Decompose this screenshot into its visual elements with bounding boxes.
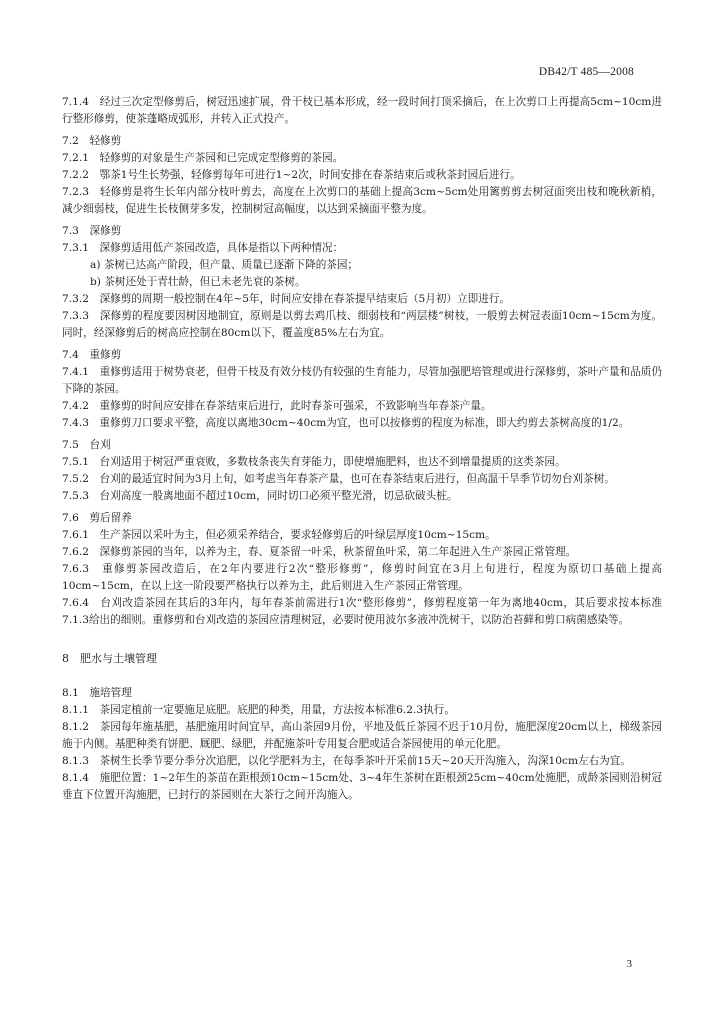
page-number: 3: [626, 959, 632, 970]
clause-paragraph: 8.1.4 施肥位置：1~2年生的茶苗在距根颈10cm~15cm处、3~4年生茶树在距根颈25cm~40cm处施肥，成龄茶园则沿树冠垂直下位置开沟施肥，已封行的茶园则在大茶行之间开沟施入。: [62, 772, 662, 801]
clause-paragraph: 7.4.3 重修剪刀口要求平整，高度以离地30cm~40cm为宜，也可以按修剪的程度为标准，即大约剪去茶树高度的1/2。: [62, 417, 630, 429]
clause-paragraph: 7.4.1 重修剪适用于树势衰老，但骨干枝及有效分枝仍有较强的生育能力，尽管加强肥培管理或进行深修剪，茶叶产量和品质仍下降的茶园。: [62, 366, 662, 395]
clause-paragraph: 8.1.3 茶树生长季节要分季分次追肥，以化学肥料为主，在每季茶叶开采前15天~20天开沟施入，沟深10cm左右为宜。: [62, 755, 631, 767]
clause-paragraph: 7.4.2 重修剪的时间应安排在春茶结束后进行，此时春茶可强采，不致影响当年春茶产量。: [62, 400, 492, 412]
clause-paragraph: 7.3.3 深修剪的程度要因树因地制宜，原则是以剪去鸡爪枝、细弱枝和“两层楼”树枝，一般剪去树冠表面10cm~15cm为度。同时，经深修剪后的树高应控制在80cm以下，覆盖度85%左右为宜。: [62, 310, 662, 339]
list-item: b) 茶树还处于青壮龄，但已未老先衰的茶树。: [90, 276, 306, 288]
clause-paragraph: 7.5.1 台刈适用于树冠严重衰败，多数枝条丧失育芽能力，即使增施肥料，也达不到增量提质的这类茶园。: [62, 456, 566, 468]
clause-paragraph: 7.6.3 重修剪茶园改造后，在2年内要进行2次“整形修剪”，修剪时间宜在3月上旬进行，程度为原切口基础上提高10cm~15cm，在以上这一阶段要严格执行以养为主，此后则进入生产茶园正常管理。: [62, 563, 662, 592]
clause-heading: 7.5 台刈: [62, 439, 111, 451]
clause-paragraph: 7.1.4 经过三次定型修剪后，树冠迅速扩展，骨干枝已基本形成，经一段时间打顶采摘后，在上次剪口上再提高5cm~10cm进行整形修剪，使茶蓬略成弧形，并转入正式投产。: [62, 96, 662, 125]
clause-paragraph: 7.5.2 台刈的最适宜时间为3月上旬，如考虑当年春茶产量，也可在春茶结束后进行，但高温干旱季节切勿台刈茶树。: [62, 473, 615, 485]
clause-paragraph: 7.2.2 鄂茶1号生长势强，轻修剪每年可进行1~2次，时间安排在春茶结束后或秋茶封园后进行。: [62, 169, 521, 181]
clause-paragraph: 7.6.4 台刈改造茶园在其后的3年内，每年春茶前需进行1次“整形修剪”，修剪程度第一年为离地40cm，其后要求按本标准7.1.3给出的细则。重修剪和台刈改造的茶园应清理树冠，必要时使用波尔多液冲洗树干，以防治苔藓和剪口病菌感染等。: [62, 597, 662, 626]
clause-paragraph: 7.2.3 轻修剪是将生长年内部分枝叶剪去，高度在上次剪口的基础上提高3cm~5cm处用篱剪剪去树冠面突出枝和晚秋新梢，减少细弱枝，促进生长枝侧芽多发，控制树冠高幅度，以达到采摘面平整为度。: [62, 186, 662, 215]
clause-paragraph: 7.3.1 深修剪适用低产茶园改造，具体是指以下两种情况：: [62, 242, 344, 254]
clause-paragraph: 7.5.3 台刈高度一般离地面不超过10cm，同时切口必须平整光滑，切忌砍破头桩。: [62, 490, 458, 502]
clause-heading: 8.1 施培管理: [62, 687, 132, 699]
document-body: [62, 94, 662, 804]
clause-paragraph: 7.3.2 深修剪的周期一般控制在4年~5年，时间应安排在春茶提早结束后（5月初）立即进行。: [62, 293, 511, 305]
clause-paragraph: 7.2.1 轻修剪的对象是生产茶园和已完成定型修剪的茶园。: [62, 152, 344, 164]
document-code: DB42/T 485—2008: [538, 66, 634, 78]
list-item: a) 茶树已达高产阶段，但产量、质量已逐渐下降的茶园；: [90, 259, 359, 271]
section-heading: 8 肥水与土壤管理: [62, 652, 157, 665]
clause-paragraph: 8.1.2 茶园每年施基肥，基肥施用时间宜早，高山茶园9月份，平地及低丘茶园不迟于10月份，施肥深度20cm以上，梯级茶园施于内侧。基肥种类有饼肥、厩肥、绿肥，并配施茶叶专用复合肥或适合茶园使用的单元化肥。: [62, 721, 662, 750]
clause-paragraph: 8.1.1 茶园定植前一定要施足底肥。底肥的种类，用量，方法按本标准6.2.3执行。: [62, 704, 455, 716]
clause-heading: 7.3 深修剪: [62, 225, 122, 237]
clause-heading: 7.4 重修剪: [62, 349, 122, 361]
clause-heading: 7.6 剪后留养: [62, 512, 132, 524]
clause-heading: 7.2 轻修剪: [62, 135, 122, 147]
clause-paragraph: 7.6.2 深修剪茶园的当年，以养为主，春、夏茶留一叶采，秋茶留鱼叶采，第二年起进入生产茶园正常管理。: [62, 546, 577, 558]
clause-paragraph: 7.6.1 生产茶园以采叶为主，但必须采养结合，要求轻修剪后的叶绿层厚度10cm~15cm。: [62, 529, 496, 541]
